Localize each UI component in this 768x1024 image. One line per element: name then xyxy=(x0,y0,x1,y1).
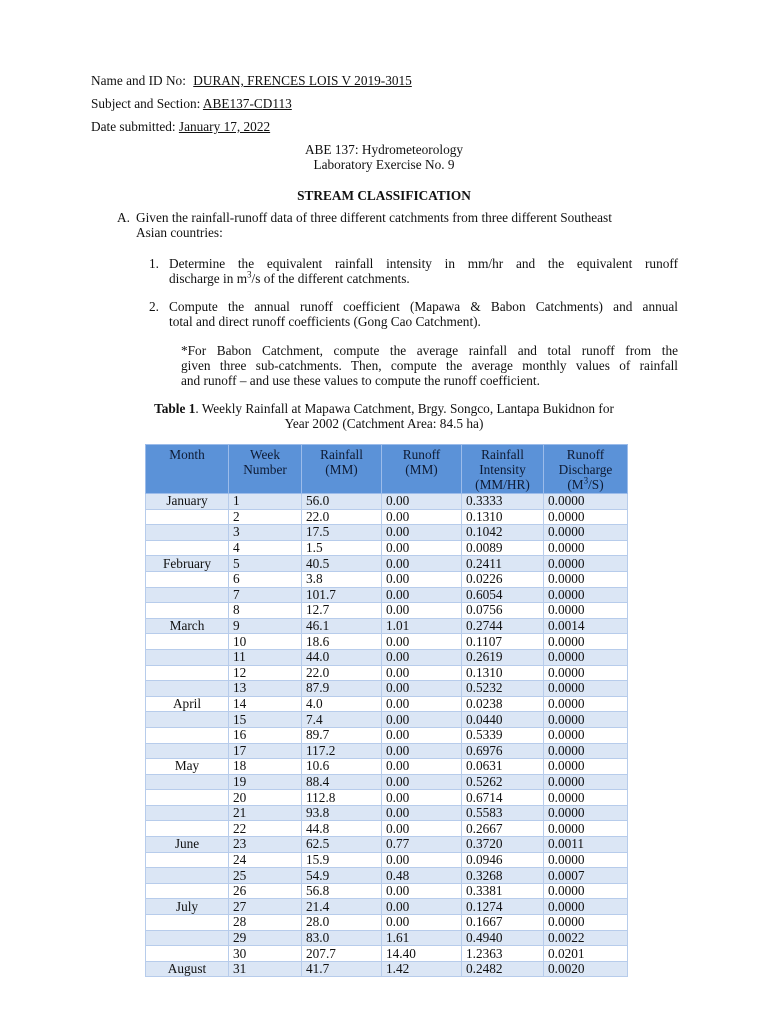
table-row xyxy=(146,899,628,915)
cell-week: 28 xyxy=(229,915,302,931)
table-row xyxy=(146,930,628,946)
cell-month xyxy=(146,946,229,962)
cell-rainfall: 21.4 xyxy=(302,899,382,915)
item-a-line2: Asian countries: xyxy=(136,225,223,240)
cell-week: 9 xyxy=(229,618,302,634)
section-title: STREAM CLASSIFICATION xyxy=(297,188,471,203)
header-discharge-sup: 3 xyxy=(583,475,589,486)
table-body xyxy=(146,494,628,977)
header-discharge xyxy=(544,445,628,494)
cell-discharge: 0.0000 xyxy=(544,712,628,728)
cell-month xyxy=(146,634,229,650)
cell-month: January xyxy=(146,494,229,510)
cell-intensity: 0.3720 xyxy=(462,837,544,853)
cell-month xyxy=(146,883,229,899)
cell-discharge: 0.0007 xyxy=(544,868,628,884)
cell-week: 21 xyxy=(229,805,302,821)
cell-month: February xyxy=(146,556,229,572)
cell-discharge: 0.0201 xyxy=(544,946,628,962)
cell-rainfall: 17.5 xyxy=(302,525,382,541)
cell-month xyxy=(146,525,229,541)
cell-intensity: 0.0946 xyxy=(462,852,544,868)
cell-week: 1 xyxy=(229,494,302,510)
item-a-text xyxy=(136,210,678,240)
cell-rainfall: 117.2 xyxy=(302,743,382,759)
cell-month xyxy=(146,665,229,681)
table-row xyxy=(146,696,628,712)
cell-discharge: 0.0000 xyxy=(544,649,628,665)
name-label: Name and ID No: xyxy=(91,73,186,88)
cell-runoff: 0.00 xyxy=(382,852,462,868)
cell-intensity: 0.2482 xyxy=(462,961,544,977)
cell-month xyxy=(146,603,229,619)
cell-intensity: 0.5262 xyxy=(462,774,544,790)
cell-rainfall: 1.5 xyxy=(302,540,382,556)
table-caption-line1: . Weekly Rainfall at Mapawa Catchment, Brgy. Songco, Lantapa Bukidnon for xyxy=(195,401,614,416)
date-value: January 17, 2022 xyxy=(178,119,271,134)
cell-rainfall: 4.0 xyxy=(302,696,382,712)
cell-rainfall: 87.9 xyxy=(302,681,382,697)
cell-month xyxy=(146,540,229,556)
cell-runoff: 1.61 xyxy=(382,930,462,946)
cell-runoff: 0.00 xyxy=(382,790,462,806)
cell-discharge: 0.0000 xyxy=(544,681,628,697)
cell-discharge: 0.0000 xyxy=(544,509,628,525)
table-row xyxy=(146,759,628,775)
cell-runoff: 0.00 xyxy=(382,540,462,556)
item-a-marker: A. xyxy=(117,210,130,225)
table-row xyxy=(146,805,628,821)
table-row xyxy=(146,665,628,681)
cell-runoff: 0.00 xyxy=(382,759,462,775)
cell-intensity: 0.0440 xyxy=(462,712,544,728)
cell-intensity: 0.0756 xyxy=(462,603,544,619)
header-month: Month xyxy=(146,445,229,494)
table-row xyxy=(146,883,628,899)
cell-week: 17 xyxy=(229,743,302,759)
cell-week: 4 xyxy=(229,540,302,556)
cell-week: 30 xyxy=(229,946,302,962)
header-discharge-post: /S) xyxy=(588,477,604,492)
table-row xyxy=(146,618,628,634)
cell-month: June xyxy=(146,837,229,853)
cell-runoff: 0.00 xyxy=(382,821,462,837)
cell-month: April xyxy=(146,696,229,712)
cell-discharge: 0.0020 xyxy=(544,961,628,977)
cell-intensity: 0.3381 xyxy=(462,883,544,899)
table-row xyxy=(146,712,628,728)
cell-intensity: 0.0238 xyxy=(462,696,544,712)
cell-discharge: 0.0011 xyxy=(544,837,628,853)
cell-intensity: 0.1310 xyxy=(462,665,544,681)
cell-rainfall: 112.8 xyxy=(302,790,382,806)
cell-intensity: 0.3268 xyxy=(462,868,544,884)
cell-rainfall: 56.0 xyxy=(302,494,382,510)
cell-rainfall: 62.5 xyxy=(302,837,382,853)
item-1-line2-pre: discharge in m xyxy=(169,271,248,286)
cell-rainfall: 15.9 xyxy=(302,852,382,868)
date-line xyxy=(91,119,270,135)
table-row xyxy=(146,790,628,806)
cell-runoff: 0.00 xyxy=(382,525,462,541)
table-caption-label: Table 1 xyxy=(154,401,196,416)
item-1-line2 xyxy=(169,271,410,286)
exercise-number: Laboratory Exercise No. 9 xyxy=(313,157,455,172)
rainfall-table xyxy=(145,444,628,977)
note-line2: given three sub-catchments. Then, compute the average monthly values of rainfall xyxy=(181,358,678,373)
cell-rainfall: 3.8 xyxy=(302,571,382,587)
table-row xyxy=(146,587,628,603)
table-row xyxy=(146,556,628,572)
cell-runoff: 0.77 xyxy=(382,837,462,853)
table-row xyxy=(146,961,628,977)
cell-rainfall: 83.0 xyxy=(302,930,382,946)
cell-month xyxy=(146,868,229,884)
cell-intensity: 0.0089 xyxy=(462,540,544,556)
cell-week: 23 xyxy=(229,837,302,853)
cell-rainfall: 22.0 xyxy=(302,665,382,681)
table-row xyxy=(146,852,628,868)
cell-runoff: 0.00 xyxy=(382,727,462,743)
cell-discharge: 0.0000 xyxy=(544,540,628,556)
cell-runoff: 0.00 xyxy=(382,571,462,587)
cell-rainfall: 101.7 xyxy=(302,587,382,603)
cell-week: 6 xyxy=(229,571,302,587)
cell-discharge: 0.0000 xyxy=(544,899,628,915)
cell-week: 11 xyxy=(229,649,302,665)
cell-month: March xyxy=(146,618,229,634)
cell-intensity: 0.1310 xyxy=(462,509,544,525)
cell-intensity: 0.5339 xyxy=(462,727,544,743)
cell-week: 16 xyxy=(229,727,302,743)
cell-intensity: 0.1274 xyxy=(462,899,544,915)
cell-runoff: 14.40 xyxy=(382,946,462,962)
cell-week: 13 xyxy=(229,681,302,697)
header-intensity: Rainfall Intensity (MM/HR) xyxy=(462,445,544,494)
cell-runoff: 1.42 xyxy=(382,961,462,977)
cell-week: 15 xyxy=(229,712,302,728)
cell-week: 3 xyxy=(229,525,302,541)
cell-discharge: 0.0000 xyxy=(544,790,628,806)
cell-week: 5 xyxy=(229,556,302,572)
cell-rainfall: 93.8 xyxy=(302,805,382,821)
table-row xyxy=(146,743,628,759)
cell-rainfall: 40.5 xyxy=(302,556,382,572)
table-row xyxy=(146,837,628,853)
table-row xyxy=(146,603,628,619)
cell-rainfall: 10.6 xyxy=(302,759,382,775)
cell-month xyxy=(146,571,229,587)
table-caption-line2: Year 2002 (Catchment Area: 84.5 ha) xyxy=(284,416,484,431)
subject-label: Subject and Section: xyxy=(91,96,201,111)
header-runoff: Runoff (MM) xyxy=(382,445,462,494)
table-row xyxy=(146,509,628,525)
table-caption xyxy=(0,401,768,431)
cell-runoff: 0.00 xyxy=(382,899,462,915)
name-value: DURAN, FRENCES LOIS V 2019-3015 xyxy=(193,73,412,88)
cell-discharge: 0.0000 xyxy=(544,883,628,899)
cell-week: 18 xyxy=(229,759,302,775)
cell-intensity: 0.6714 xyxy=(462,790,544,806)
subject-value: ABE137-CD113 xyxy=(202,96,292,111)
item-2-line2: total and direct runoff coefficients (Gong Cao Catchment). xyxy=(169,314,481,329)
cell-discharge: 0.0000 xyxy=(544,774,628,790)
item-2-line1: Compute the annual runoff coefficient (Mapawa & Babon Catchments) and annual xyxy=(169,299,678,314)
cell-week: 24 xyxy=(229,852,302,868)
cell-intensity: 0.1107 xyxy=(462,634,544,650)
cell-discharge: 0.0000 xyxy=(544,915,628,931)
table-row xyxy=(146,821,628,837)
cell-month xyxy=(146,930,229,946)
cell-month xyxy=(146,852,229,868)
cell-week: 12 xyxy=(229,665,302,681)
subject-line xyxy=(91,96,292,112)
cell-month xyxy=(146,743,229,759)
cell-intensity: 0.0631 xyxy=(462,759,544,775)
cell-intensity: 0.1667 xyxy=(462,915,544,931)
cell-runoff: 0.00 xyxy=(382,634,462,650)
cell-discharge: 0.0000 xyxy=(544,603,628,619)
cell-month xyxy=(146,649,229,665)
cell-month: May xyxy=(146,759,229,775)
table-row xyxy=(146,774,628,790)
cell-intensity: 0.2619 xyxy=(462,649,544,665)
cell-runoff: 0.00 xyxy=(382,665,462,681)
name-line xyxy=(91,73,412,89)
cell-week: 22 xyxy=(229,821,302,837)
cell-runoff: 0.00 xyxy=(382,915,462,931)
cell-discharge: 0.0000 xyxy=(544,571,628,587)
cell-week: 26 xyxy=(229,883,302,899)
cell-rainfall: 56.8 xyxy=(302,883,382,899)
note-line3: and runoff – and use these values to compute the runoff coefficient. xyxy=(181,373,540,388)
table-row xyxy=(146,681,628,697)
item-1-line2-post: /s of the different catchments. xyxy=(251,271,410,286)
cell-month xyxy=(146,821,229,837)
table-row xyxy=(146,494,628,510)
table-row xyxy=(146,915,628,931)
cell-intensity: 0.6976 xyxy=(462,743,544,759)
item-2-text xyxy=(169,299,678,329)
cell-intensity: 0.6054 xyxy=(462,587,544,603)
cell-discharge: 0.0000 xyxy=(544,852,628,868)
cell-runoff: 0.00 xyxy=(382,883,462,899)
item-1-superscript: 3 xyxy=(247,269,252,280)
table-row xyxy=(146,540,628,556)
note-line1: *For Babon Catchment, compute the average rainfall and total runoff from the xyxy=(181,343,678,358)
cell-month xyxy=(146,712,229,728)
note-text xyxy=(181,343,678,388)
cell-week: 29 xyxy=(229,930,302,946)
cell-week: 25 xyxy=(229,868,302,884)
item-2-marker: 2. xyxy=(149,299,159,314)
item-a-line1: Given the rainfall-runoff data of three different catchments from three different Southeast xyxy=(136,210,612,225)
cell-intensity: 0.4940 xyxy=(462,930,544,946)
cell-runoff: 0.00 xyxy=(382,712,462,728)
cell-discharge: 0.0014 xyxy=(544,618,628,634)
cell-intensity: 0.2744 xyxy=(462,618,544,634)
cell-discharge: 0.0000 xyxy=(544,743,628,759)
cell-intensity: 1.2363 xyxy=(462,946,544,962)
cell-discharge: 0.0000 xyxy=(544,759,628,775)
cell-week: 14 xyxy=(229,696,302,712)
cell-discharge: 0.0000 xyxy=(544,494,628,510)
cell-rainfall: 12.7 xyxy=(302,603,382,619)
course-title: ABE 137: Hydrometeorology xyxy=(304,142,464,157)
cell-rainfall: 7.4 xyxy=(302,712,382,728)
cell-week: 31 xyxy=(229,961,302,977)
date-label: Date submitted: xyxy=(91,119,176,134)
table-row xyxy=(146,634,628,650)
item-1-line1: Determine the equivalent rainfall intensity in mm/hr and the equivalent runoff xyxy=(169,256,678,271)
cell-discharge: 0.0000 xyxy=(544,821,628,837)
cell-discharge: 0.0000 xyxy=(544,696,628,712)
cell-week: 20 xyxy=(229,790,302,806)
cell-runoff: 0.00 xyxy=(382,805,462,821)
cell-rainfall: 28.0 xyxy=(302,915,382,931)
cell-rainfall: 41.7 xyxy=(302,961,382,977)
cell-month xyxy=(146,774,229,790)
cell-rainfall: 22.0 xyxy=(302,509,382,525)
cell-month xyxy=(146,509,229,525)
cell-intensity: 0.3333 xyxy=(462,494,544,510)
cell-month xyxy=(146,915,229,931)
cell-rainfall: 44.0 xyxy=(302,649,382,665)
table-row xyxy=(146,571,628,587)
cell-runoff: 0.00 xyxy=(382,743,462,759)
cell-intensity: 0.2411 xyxy=(462,556,544,572)
cell-month: July xyxy=(146,899,229,915)
table-header-row xyxy=(146,445,628,494)
cell-runoff: 0.00 xyxy=(382,696,462,712)
cell-discharge: 0.0000 xyxy=(544,634,628,650)
cell-intensity: 0.1042 xyxy=(462,525,544,541)
item-1-text xyxy=(169,256,678,286)
cell-month xyxy=(146,805,229,821)
header-rainfall: Rainfall (MM) xyxy=(302,445,382,494)
cell-week: 8 xyxy=(229,603,302,619)
cell-discharge: 0.0000 xyxy=(544,556,628,572)
cell-runoff: 0.00 xyxy=(382,774,462,790)
cell-week: 19 xyxy=(229,774,302,790)
item-1-marker: 1. xyxy=(149,256,159,271)
cell-runoff: 1.01 xyxy=(382,618,462,634)
cell-rainfall: 46.1 xyxy=(302,618,382,634)
cell-discharge: 0.0022 xyxy=(544,930,628,946)
cell-discharge: 0.0000 xyxy=(544,665,628,681)
cell-month: August xyxy=(146,961,229,977)
cell-week: 10 xyxy=(229,634,302,650)
cell-month xyxy=(146,587,229,603)
header-week: Week Number xyxy=(229,445,302,494)
table-row xyxy=(146,525,628,541)
header-discharge-pre: Runoff Discharge (M xyxy=(558,447,613,492)
table-row xyxy=(146,649,628,665)
cell-rainfall: 44.8 xyxy=(302,821,382,837)
cell-runoff: 0.48 xyxy=(382,868,462,884)
table-row xyxy=(146,946,628,962)
cell-runoff: 0.00 xyxy=(382,556,462,572)
cell-runoff: 0.00 xyxy=(382,587,462,603)
cell-rainfall: 207.7 xyxy=(302,946,382,962)
cell-month xyxy=(146,681,229,697)
cell-intensity: 0.0226 xyxy=(462,571,544,587)
cell-intensity: 0.5232 xyxy=(462,681,544,697)
cell-rainfall: 88.4 xyxy=(302,774,382,790)
cell-intensity: 0.5583 xyxy=(462,805,544,821)
cell-week: 2 xyxy=(229,509,302,525)
cell-discharge: 0.0000 xyxy=(544,727,628,743)
cell-week: 7 xyxy=(229,587,302,603)
cell-runoff: 0.00 xyxy=(382,681,462,697)
cell-runoff: 0.00 xyxy=(382,603,462,619)
table-row xyxy=(146,727,628,743)
cell-runoff: 0.00 xyxy=(382,494,462,510)
cell-rainfall: 18.6 xyxy=(302,634,382,650)
cell-rainfall: 89.7 xyxy=(302,727,382,743)
cell-month xyxy=(146,727,229,743)
cell-discharge: 0.0000 xyxy=(544,805,628,821)
table-row xyxy=(146,868,628,884)
cell-intensity: 0.2667 xyxy=(462,821,544,837)
cell-week: 27 xyxy=(229,899,302,915)
cell-discharge: 0.0000 xyxy=(544,525,628,541)
cell-rainfall: 54.9 xyxy=(302,868,382,884)
cell-runoff: 0.00 xyxy=(382,509,462,525)
cell-discharge: 0.0000 xyxy=(544,587,628,603)
cell-month xyxy=(146,790,229,806)
cell-runoff: 0.00 xyxy=(382,649,462,665)
